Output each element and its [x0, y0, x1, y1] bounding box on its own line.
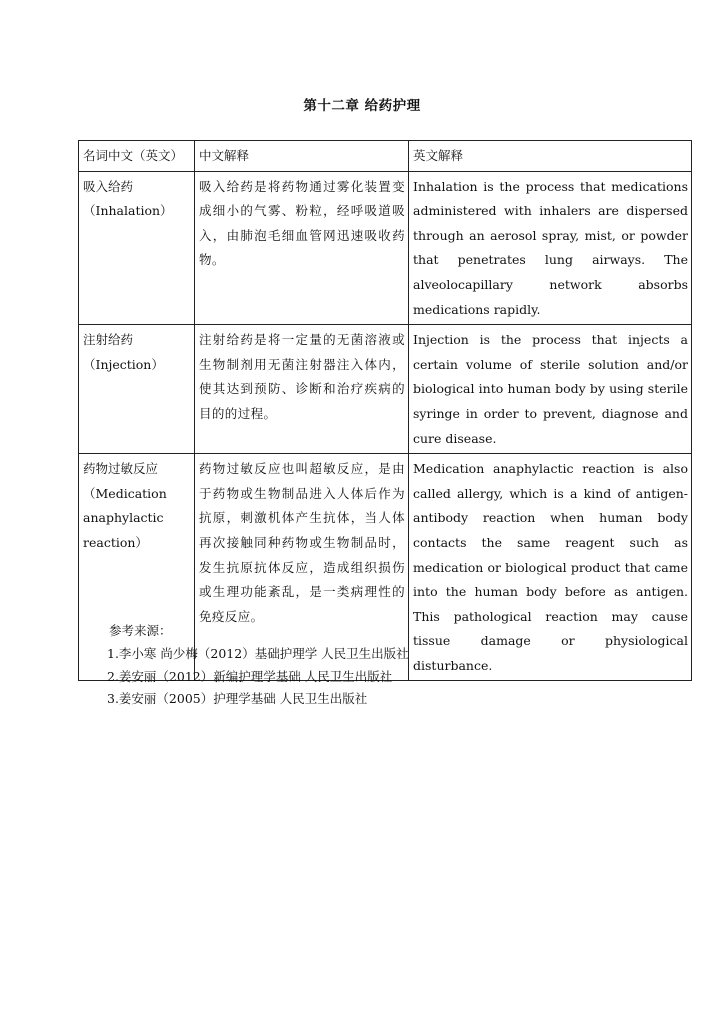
chapter-title: 第十二章 给药护理 — [303, 98, 421, 114]
en-explanation: Injection is the process that injects a certain volume of sterile solution and/or biological into human body by using sterile syringe in order to prevent, diagnose and cure disease. — [409, 325, 692, 454]
header-en: 英文解释 — [409, 141, 692, 172]
zh-explanation: 药物过敏反应也叫超敏反应，是由于药物或生物制品进入人体后作为抗原，刺激机体产生抗体，当人体再次接触同种药物或生物制品时，发生抗原抗体反应，造成组织损伤或生理功能紊乱，是一类病理性的免疫反应。 — [195, 454, 409, 681]
term-zh: 吸入给药 — [83, 178, 134, 194]
header-zh: 中文解释 — [195, 141, 409, 172]
glossary-table — [78, 140, 692, 681]
term-en: （Inhalation） — [83, 203, 173, 219]
references — [109, 620, 409, 711]
table-row — [79, 325, 692, 454]
en-explanation: Medication anaphylactic reaction is also called allergy, which is a kind of antigen-antibody reaction when human body contacts the same reagent such as medication or biological product that came into the human body before as antigen. This pathological reaction may cause tissue damage or physiological disturbance. — [409, 454, 692, 681]
header-term: 名词中文（英文） — [79, 141, 195, 172]
table-header-row — [79, 141, 692, 172]
zh-explanation: 吸入给药是将药物通过雾化装置变成细小的气雾、粉粒，经呼吸道吸入，由肺泡毛细血管网迅速吸收药物。 — [195, 171, 409, 325]
reference-item: 2.姜安丽（2012）新编护理学基础 人民卫生出版社 — [107, 668, 393, 684]
term-zh: 注射给药 — [83, 332, 134, 348]
term-en: （Injection） — [83, 356, 164, 372]
term-en: （Medication anaphylactic reaction） — [83, 485, 167, 550]
references-heading: 参考来源： — [109, 623, 172, 638]
term-cell — [79, 325, 195, 454]
reference-item: 3.姜安丽（2005）护理学基础 人民卫生出版社 — [107, 691, 368, 707]
table-row — [79, 171, 692, 325]
reference-item: 1.李小寒 尚少梅（2012）基础护理学 人民卫生出版社 — [107, 645, 409, 661]
en-explanation: Inhalation is the process that medications administered with inhalers are dispersed through an aerosol spray, mist, or powder that penetrates lung airways. The alveolocapillary network absorbs medications rapidly. — [409, 171, 692, 325]
term-cell — [79, 171, 195, 325]
zh-explanation: 注射给药是将一定量的无菌溶液或生物制剂用无菌注射器注入体内，使其达到预防、诊断和治疗疾病的目的的过程。 — [195, 325, 409, 454]
term-zh: 药物过敏反应 — [83, 461, 159, 477]
